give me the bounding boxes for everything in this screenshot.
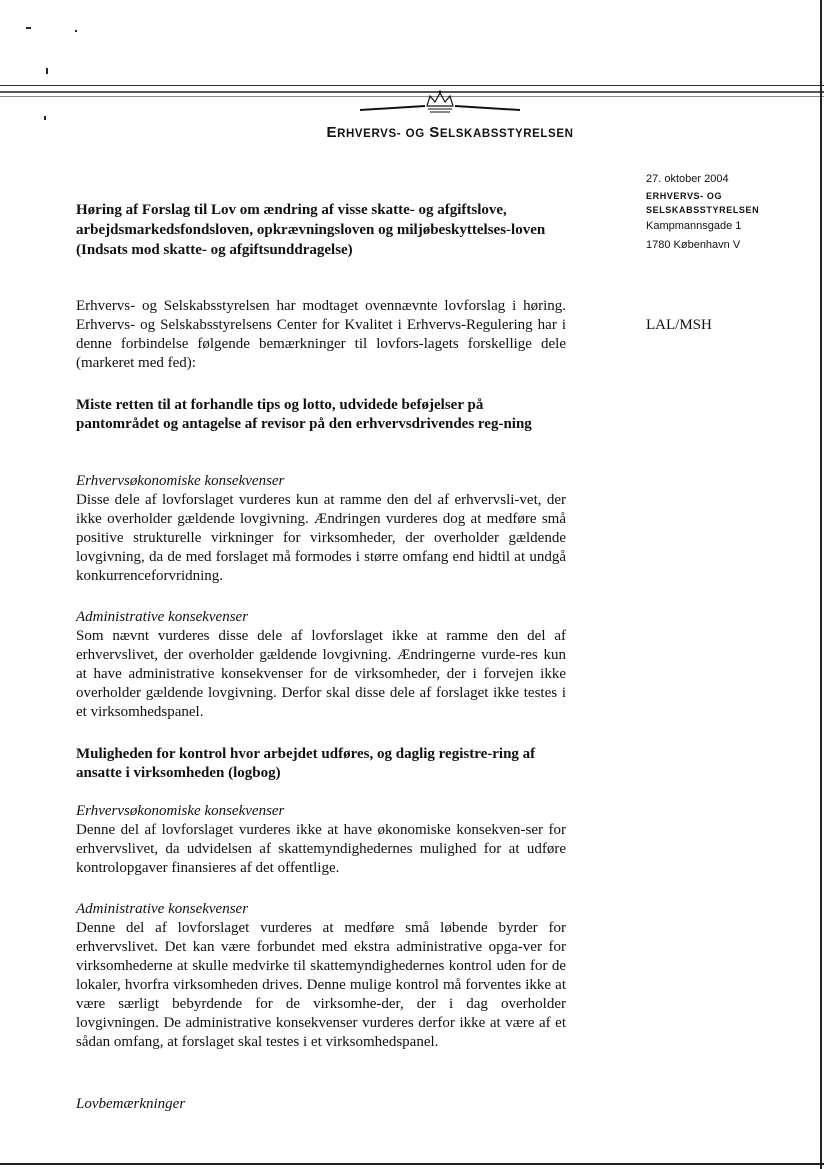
section1-econ-heading: Erhvervsøkonomiske konsekvenser xyxy=(76,473,285,489)
document-title: Høring af Forslag til Lov om ændring af visse skatte- og afgiftslove, arbejdsmarkedsfondsloven, opkrævningsloven og miljøbeskyttelses-loven (Indsats mod skatte- og afgiftsunddragelse) xyxy=(76,202,546,258)
lovbemaerkninger-heading: Lovbemærkninger xyxy=(76,1096,186,1112)
section2-admin-block xyxy=(76,900,566,1052)
section1-econ-text: Disse dele af lovforslaget vurderes kun at ramme den del af erhvervsli-vet, der ikke overholder gældende lovgivning. Ændringen vurderes dog at medføre små positive strukturelle virkninger for virksomheder, der overholder gældende lovgivning, da de med forslaget må formodes i større omfang end hidtil at undgå konkurrenceforvridning. xyxy=(76,492,566,584)
letter-date: 27. oktober 2004 xyxy=(646,173,729,185)
intro-paragraph: Erhvervs- og Selskabsstyrelsen har modtaget ovennævnte lovforslag i høring. Erhvervs- og Selskabsstyrelsens Center for Kvalitet i Erhvervs-Regulering har i denne forbindelse følgende bemærkninger til lovfors-lagets forskellige dele (markeret med fed): xyxy=(76,298,566,371)
sender-org-line2: SELSKABSSTYRELSEN xyxy=(646,205,760,215)
fax-border-line xyxy=(0,85,824,86)
section2-admin-text: Denne del af lovforslaget vurderes at medføre små løbende byrder for erhvervslivet. Det kan være forbundet med ekstra administrative opga-ver for virksomhederne at skulle medvirke til skattemyndighedernes kontrol uden for de lokaler, hvorfra virksomheden drives. Denne mulige kontrol må forventes ikke at være særligt bebyrdende for de virksomhe-der, der i dag overholder lovgivningen. De administrative konsekvenser vurderes derfor ikke at være af et sådan omfang, at forslaget skal testes i et virksomhedspanel. xyxy=(76,920,566,1050)
scan-speck xyxy=(44,116,46,120)
agency-name: ERHVERVS- OG SELSKABSSTYRELSEN xyxy=(326,124,574,141)
section1-admin-block xyxy=(76,608,566,722)
section1-admin-heading: Administrative konsekvenser xyxy=(76,609,249,625)
sender-block xyxy=(646,170,816,255)
sender-org-line1: ERHVERVS- OG xyxy=(646,191,723,201)
section1-admin-text: Som nævnt vurderes disse dele af lovforslaget ikke at ramme den del af erhvervslivet, der overholder gældende lovgivning. Ændringerne vurde-res kun at have administrative konsekvenser for de virksomheder, der i forvejen ikke overholder gældende lovgivning. Derfor skal disse dele af forslaget ikke testes i et virksomhedspanel. xyxy=(76,628,566,720)
section2-econ-block xyxy=(76,802,566,878)
section2-econ-text: Denne del af lovforslaget vurderes ikke at have økonomiske konsekven-ser for erhvervslivet, da udvidelsen af skattemyndighedernes mulighed for at udføre kontrolopgaver finansieres af det offentlige. xyxy=(76,822,566,876)
scan-speck xyxy=(46,68,48,74)
fax-border-line xyxy=(820,0,822,1169)
reference-code: LAL/MSH xyxy=(646,317,712,333)
lovbemaerkninger-block xyxy=(76,1095,566,1114)
scan-speck xyxy=(26,27,31,29)
scan-speck xyxy=(75,30,77,32)
section1-title: Miste retten til at forhandle tips og lotto, udvidede beføjelser på pantområdet og antagelse af revisor på den erhvervsdrivendes reg-ning xyxy=(76,397,532,432)
crown-logo-icon xyxy=(360,88,520,118)
fax-border-line xyxy=(0,1163,824,1165)
section2-econ-heading: Erhvervsøkonomiske konsekvenser xyxy=(76,803,285,819)
section1-econ-block xyxy=(76,472,566,586)
sender-address: Kampmannsgade 1 xyxy=(646,220,742,232)
sender-city: 1780 København V xyxy=(646,239,741,251)
section2-admin-heading: Administrative konsekvenser xyxy=(76,901,249,917)
section2-title: Muligheden for kontrol hvor arbejdet udføres, og daglig registre-ring af ansatte i virksomheden (logbog) xyxy=(76,746,536,781)
